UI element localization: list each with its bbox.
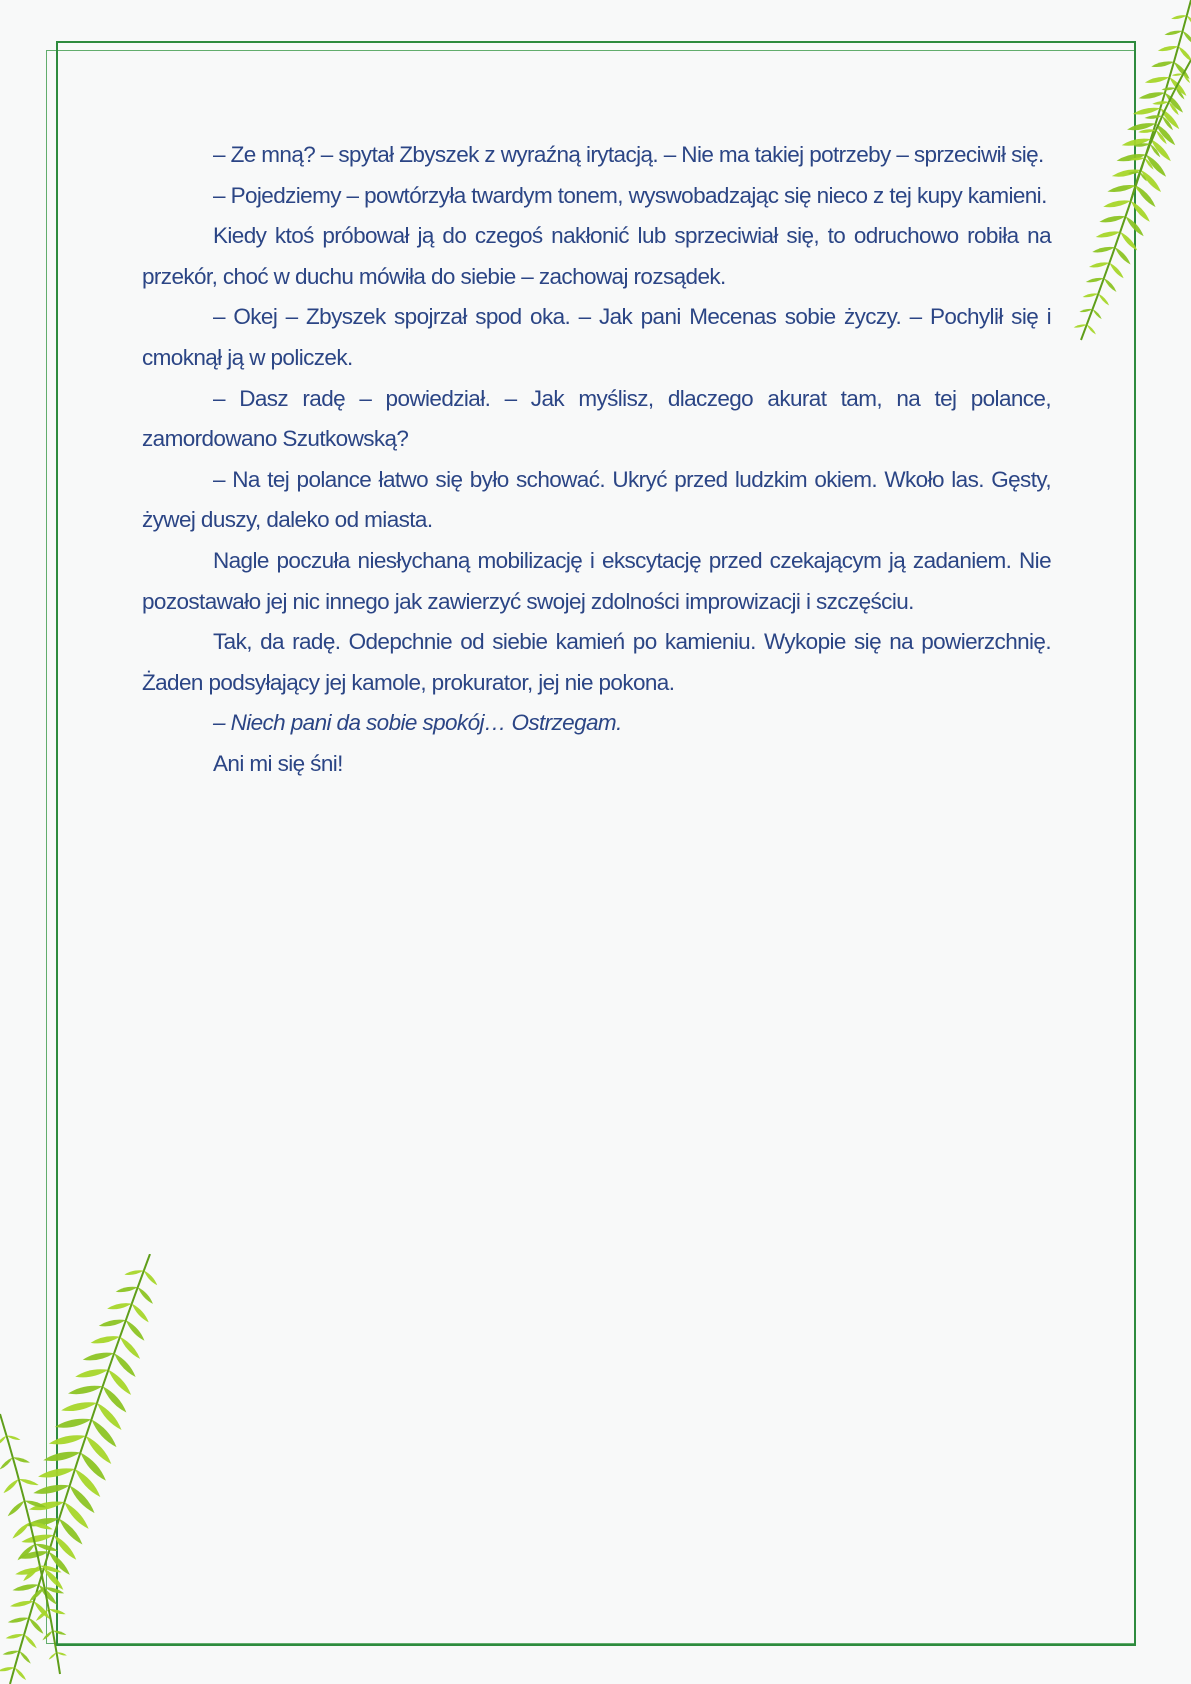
- paragraph: – Dasz radę – powiedział. – Jak myślisz, dlaczego akurat tam, na tej polance, zamordowano Szutkowską?: [142, 385, 1051, 452]
- paragraph: – Na tej polance łatwo się było schować. Ukryć przed ludzkim okiem. Wkoło las. Gęsty, żywej duszy, daleko od miasta.: [142, 466, 1051, 533]
- paragraph: Ani mi się śni!: [213, 750, 343, 776]
- fern-icon: [0, 1254, 160, 1684]
- paragraph: – Okej – Zbyszek spojrzał spod oka. – Jak pani Mecenas sobie życzy. – Pochylił się i cmoknął ją w policzek.: [142, 304, 1051, 370]
- paragraph: – Ze mną? – spytał Zbyszek z wyraźną irytacją. – Nie ma takiej potrzeby – sprzeciwił się.: [213, 142, 1044, 167]
- document-body: [142, 135, 1051, 785]
- paragraph: Tak, da radę. Odepchnie od siebie kamień po kamieniu. Wykopie się na powierzchnię. Żaden podsyłający jej kamole, prokurator, jej nie pokona.: [142, 629, 1051, 695]
- paragraph: Kiedy ktoś próbował ją do czegoś nakłonić lub sprzeciwiał się, to odruchowo robiła na przekór, choć w duchu mówiła do siebie – zachowaj rozsądek.: [142, 223, 1051, 289]
- fern-icon: [1061, 0, 1191, 350]
- paragraph: Nagle poczuła niesłychaną mobilizację i ekscytację przed czekającym ją zadaniem. Nie pozostawało jej nic innego jak zawierzyć swojej zdolności improwizacji i szczęściu.: [142, 547, 1051, 614]
- paragraph-italic: – Niech pani da sobie spokój… Ostrzegam.: [213, 710, 622, 736]
- paragraph: – Pojedziemy – powtórzyła twardym tonem, wyswobadzając się nieco z tej kupy kamieni.: [213, 182, 1047, 208]
